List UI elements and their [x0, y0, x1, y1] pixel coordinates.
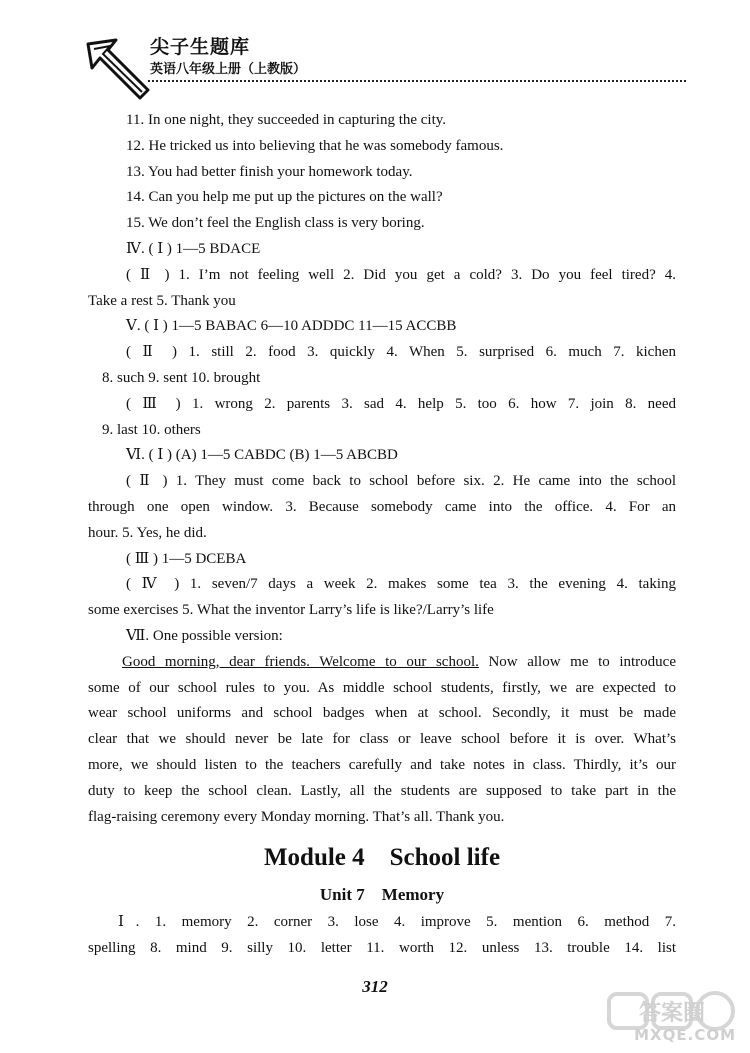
essay-line — [88, 650, 676, 676]
answer-line: 9. last 10. others — [102, 421, 201, 438]
essay-first-rest: Now allow me to introduce — [478, 653, 676, 670]
answer-line: 8. such 9. sent 10. brought — [102, 369, 261, 386]
answer-line: hour. 5. Yes, he did. — [88, 524, 207, 541]
essay-line: clear that we should never be late for class or leave school before it is over. What’s — [88, 731, 676, 748]
book-title: 尖子生题库 — [150, 36, 251, 58]
watermark-text: 答案圈 — [638, 1001, 706, 1026]
answer-line: 12. He tricked us into believing that he was somebody famous. — [126, 137, 504, 154]
book-subtitle: 英语八年级上册（上教版） — [150, 62, 307, 77]
answer-line: Ⅵ. ( Ⅰ ) (A) 1—5 CABDC (B) 1—5 ABCBD — [126, 447, 398, 464]
essay-line: more, we should listen to the teachers carefully and take notes in class. Thirdly, it’s our — [88, 756, 676, 773]
essay-line: some of our school rules to you. As middle school students, firstly, we are expected to — [88, 679, 676, 696]
answer-line: 11. In one night, they succeeded in capturing the city. — [126, 112, 447, 128]
answer-line: Ⅶ. One possible version: — [126, 627, 283, 644]
header-dotted-rule — [148, 80, 686, 82]
answer-line: ( Ⅱ ) 1. I’m not feeling well 2. Did you get a cold? 3. Do you feel tired? 4. — [126, 266, 676, 283]
essay-line: wear school uniforms and school badges when at school. Secondly, it must be made — [88, 705, 676, 722]
watermark-url: MXQE.COM — [634, 1026, 736, 1044]
answer-line: Take a rest 5. Thank you — [88, 292, 236, 309]
arrow-logo-icon — [84, 36, 154, 106]
page-header — [84, 28, 684, 90]
answer-line: ( Ⅱ ) 1. still 2. food 3. quickly 4. When 5. surprised 6. much 7. kichen — [126, 344, 676, 361]
unit-answer-line: spelling 8. mind 9. silly 10. letter 11. worth 12. unless 13. trouble 14. list — [88, 940, 676, 957]
answer-line: some exercises 5. What the inventor Larry’s life is like?/Larry’s life — [88, 602, 494, 619]
unit-answer-line: Ⅰ. 1. memory 2. corner 3. lose 4. improve 5. mention 6. method 7. — [118, 914, 676, 931]
answer-line: ( Ⅲ ) 1. wrong 2. parents 3. sad 4. help 5. too 6. how 7. join 8. need — [126, 395, 676, 412]
answer-line: 15. We don’t feel the English class is very boring. — [126, 215, 425, 232]
answer-line: through one open window. 3. Because somebody came into the office. 4. For an — [88, 498, 676, 515]
essay-line: duty to keep the school clean. Lastly, all the students are supposed to take part in the — [88, 782, 676, 799]
answer-line: ( Ⅳ ) 1. seven/7 days a week 2. makes some tea 3. the evening 4. taking — [126, 576, 676, 593]
unit-title: Unit 7 Memory — [319, 885, 445, 905]
answer-content — [88, 108, 676, 962]
answer-line: ( Ⅲ ) 1—5 DCEBA — [126, 550, 247, 567]
answer-line: ( Ⅱ ) 1. They must come back to school before six. 2. He came into the school — [126, 473, 676, 490]
answer-line: 14. Can you help me put up the pictures on the wall? — [126, 189, 443, 206]
essay-underlined-greeting: Good morning, dear friends. Welcome to our school. — [122, 653, 479, 670]
page-number: 312 — [362, 977, 388, 996]
essay-line: flag-raising ceremony every Monday morning. That’s all. Thank you. — [88, 808, 505, 825]
answer-line: 13. You had better finish your homework today. — [126, 163, 413, 180]
module-title: Module 4 School life — [263, 844, 501, 872]
answer-line: Ⅴ. ( Ⅰ ) 1—5 BABAC 6—10 ADDDC 11—15 ACCBB — [126, 318, 457, 335]
answer-line: Ⅳ. ( Ⅰ ) 1—5 BDACE — [126, 240, 261, 257]
